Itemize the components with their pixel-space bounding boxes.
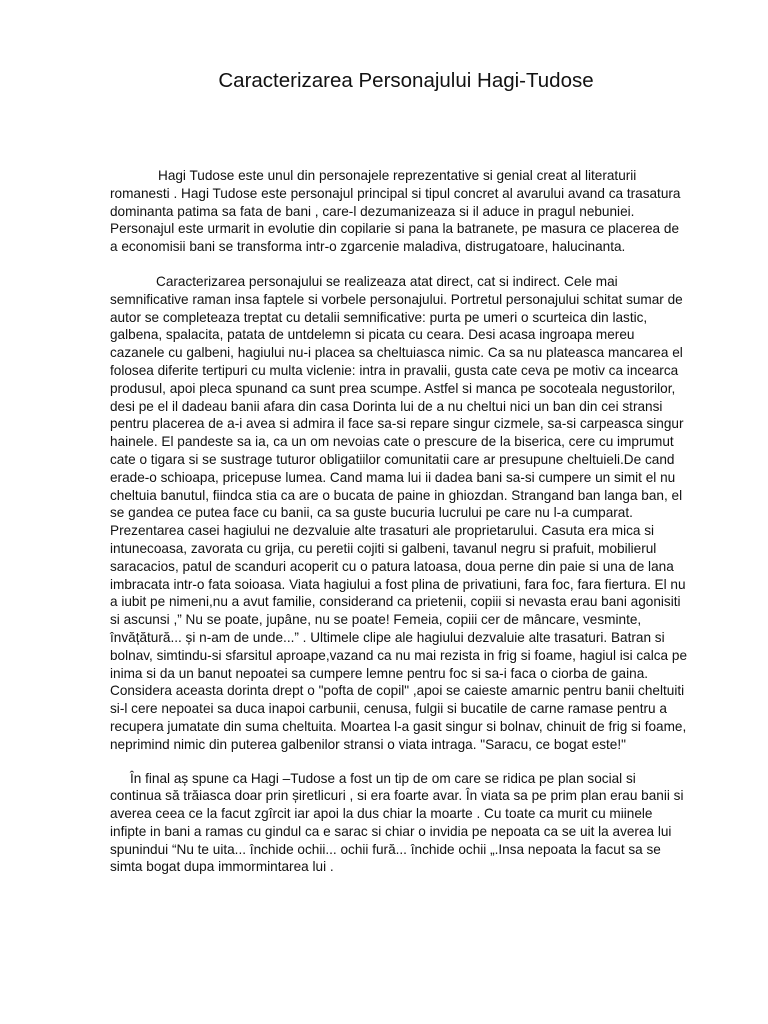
text-line: intunecoasa, zavorata cu grija, cu peretii cojiti si galbeni, tavanul negru si prafuit, mobilierul [110,540,657,556]
text-line: autor se completeaza treptat cu detalii semnificative: purta pe umeri o scurteica din lastic, [110,309,648,325]
text-line: simta bogat dupa immormintarea lui . [110,859,334,875]
text-line: Hagi Tudose este unul din personajele reprezentative si genial creat al literaturii [158,168,637,183]
text-line: erade-o schioapa, pricepuse lumea. Cand mama lui ii dadea bani sa-si cumpere un simit el nu [110,469,676,485]
document-body [110,167,714,876]
text-line: În final aș spune ca Hagi –Tudose a fost un tip de om care se ridica pe plan social si [130,770,636,786]
text-line: si ascunsi ,” Nu se poate, jupâne, nu se poate! Femeia, copiii cer de mâncare, vesminte, [110,612,642,628]
text-line: hainele. El pandeste sa ia, ca un om nevoias cate o prescure de la biserica, cere cu imprumut [110,434,674,450]
text-line: Prezentarea casei hagiului ne dezvaluie alte trasaturi ale proprietarului. Casuta era mica si [110,523,655,539]
text-line: neprimind nimic din puterea galbenilor stransi o viata intraga. "Saracu, ce bogat este!" [110,736,626,752]
text-line: inima si da un banut nepoatei sa cumpere lemne pentru foc si sa-i faca o ciorba de gaina. [110,665,649,681]
text-line: imbracata intr-o fata soioasa. Viata hagiului a fost plina de privatiuni, fara foc, fara fiertura. El nu [110,576,686,592]
text-line: cazanele cu galbeni, hagiului nu-i placea sa cheltuiasca nimic. Ca sa nu plateasca mancarea el [110,345,683,361]
text-line: a economisii bani se transforma intr-o zgarcenie maladiva, distrugatoare, halucinanta. [110,239,626,255]
text-line: pentru placerea de a-i avea si admira il face sa-si repare singur cizmele, sa-si carpeasca singur [110,416,684,432]
text-line: cheltuia banutul, fiindca stia ca are o bucata de paine in ghiozdan. Strangand ban langa ban, el [110,487,683,503]
text-line: desi pe el il dadeau banii afara din casa Dorinta lui de a nu cheltui nici un ban din cei stransi [110,398,663,414]
text-line: galbena, spalacita, patata de untdelemn si picata cu ceara. Desi acasa ingroapa mereu [110,327,635,343]
text-line: averea ceea ce la facut zgîrcit iar apoi la dus chiar la moarte . Cu toate ca murit cu miinele [110,806,653,822]
text-line: si-l cere nepoatei sa duca inapoi carbunii, cenusa, fulgii si bucatile de carne ramase pentru a [110,701,667,717]
paragraph-conclusion [110,770,714,877]
text-line: învățătură... și n-am de unde...” . Ultimele clipe ale hagiului dezvaluie alte trasaturi. Batran si [110,629,665,645]
text-line: folosea diferite tertipuri cu multa viclenie: intra in pravalii, gusta cate ceva pe motiv ca incearca [110,362,679,378]
text-line: Considera aceasta dorinta drept o "pofta de copil" ,apoi se caieste amarnic pentru banii cheltuiti [110,683,685,699]
text-line: cate o tigara si se sustrage tuturor obligatiilor comunitatii care ar presupune cheltuieli.De cand [110,451,675,467]
text-line: se gandea ce putea face cu banii, ca sa guste bucuria lucrului pe care nu l-a cumparat. [110,505,633,521]
text-line: romanesti . Hagi Tudose este personajul principal si tipul concret al avarului avand ca trasatura [110,185,681,201]
text-line: semnificative raman insa faptele si vorbele personajului. Portretul personajului schitat sumar de [110,291,683,307]
text-line: infipte in bani a ramas cu gindul ca e sarac si chiar o invidia pe nepoata ca se uit la averea lui [110,823,672,839]
text-line: saracacios, patul de scanduri acoperit cu o patura latoasa, doua perne din paie si una de lana [110,558,674,574]
text-line: Caracterizarea personajului se realizeaza atat direct, cat si indirect. Cele mai [156,273,618,289]
paragraph-characterization [110,273,714,754]
text-line: Personajul este urmarit in evolutie din copilarie si pana la batranete, pe masura ce placerea de [110,221,679,237]
text-line: a iubit pe nimeni,nu a avut familie, considerand ca prietenii, copiii si nevasta erau bani agonisiti [110,594,681,610]
text-line: bolnav, simtindu-si sfarsitul aproape,vazand ca nu mai rezista in frig si foame, hagiul isi calca pe [110,647,688,663]
text-line: continua să trăiasca doar prin șiretlicuri , si era foarte avar. În viata sa pe prim plan erau banii si [110,788,684,804]
document-title: Caracterizarea Personajului Hagi-Tudose [218,69,594,92]
paragraph-introduction [110,167,714,256]
text-line: spunindui “Nu te uita... închide ochii... ochii fură... închide ochii „.Insa nepoata la facut sa se [110,841,661,857]
text-line: produsul, apoi pleca spunand ca sunt prea scumpe. Astfel si manca pe socoteala negustorilor, [110,380,676,396]
text-line: dominanta patima sa fata de bani , care-l dezumanizeaza si il aduce in pragul nebuniei. [110,203,635,219]
text-line: recupera jumatate din suma cheltuita. Moartea l-a gasit singur si bolnav, chinuit de frig si foame, [110,718,687,734]
